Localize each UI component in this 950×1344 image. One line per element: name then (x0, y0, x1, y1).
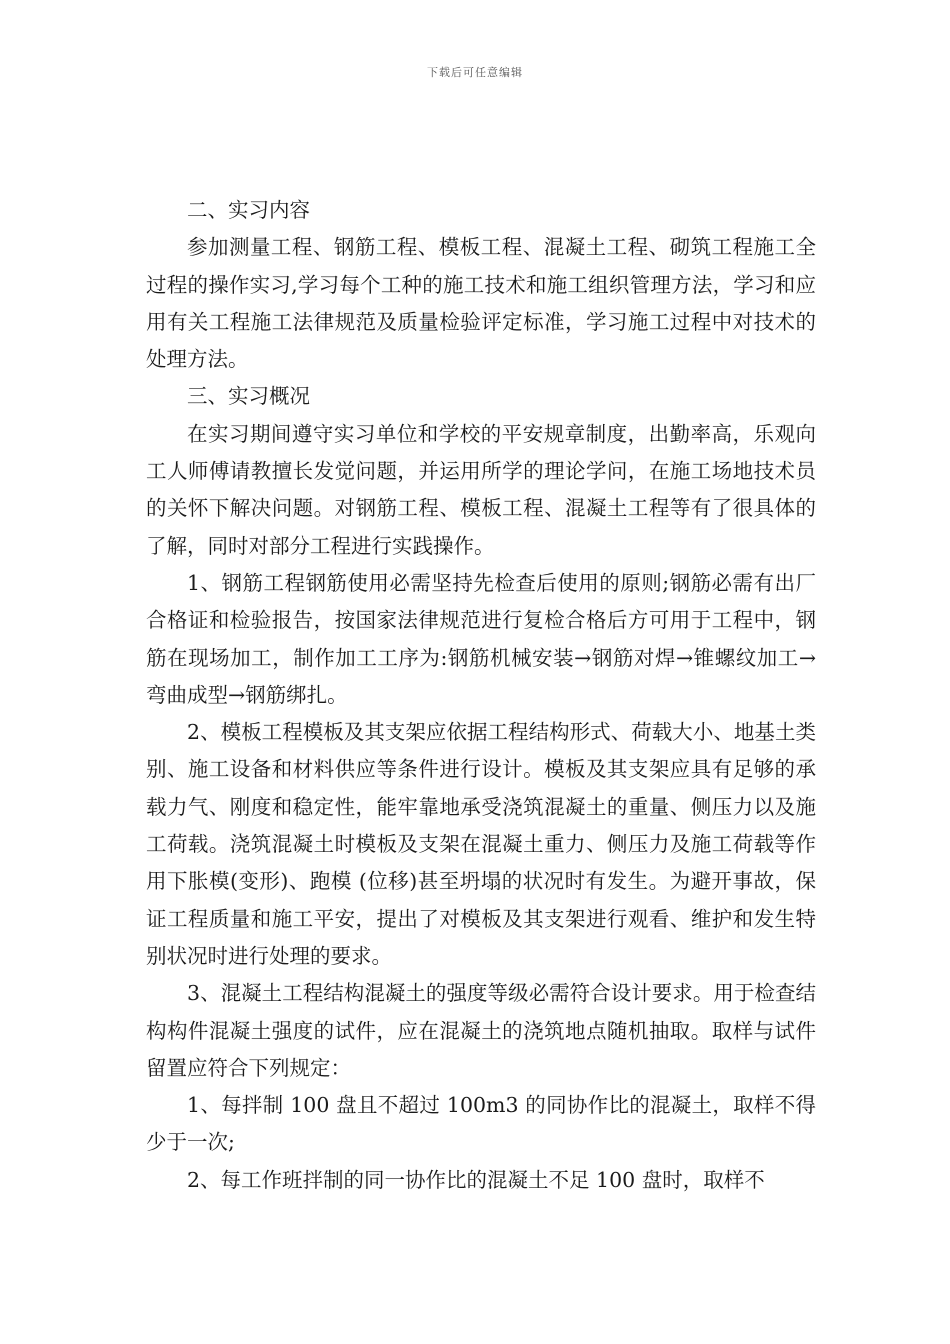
paragraph: 在实习期间遵守实习单位和学校的平安规章制度，出勤率高，乐观向工人师傅请教擅长发觉问题，并运用所学的理论学问，在施工场地技术员的关怀下解决问题。对钢筋工程、模板工程、混凝土工程等有了很具体的了解，同时对部分工程进行实践操作。 (146, 421, 816, 558)
paragraph-formwork: 2、模板工程模板及其支架应依据工程结构形式、荷载大小、地基土类别、施工设备和材料供应等条件进行设计。模板及其支架应具有足够的承载力气、刚度和稳定性，能牢靠地承受浇筑混凝土的重量、侧压力以及施工荷载。浇筑混凝土时模板及支架在混凝土重力、侧压力及施工荷载等作用下胀模(变形)、跑模 (位移)甚至坍塌的状况时有发生。为避开事故，保证工程质量和施工平安，提出了对模板及其支架进行观看、维护和发生特别状况时进行处理的要求。 (146, 720, 816, 968)
section-heading-internship-content: 二、实习内容 (187, 198, 310, 222)
section-heading-internship-overview: 三、实习概况 (187, 384, 310, 409)
paragraph-rebar: 1、钢筋工程钢筋使用必需坚持先检查后使用的原则;钢筋必需有出厂合格证和检验报告，按国家法律规范进行复检合格后方可用于工程中，钢筋在现场加工，制作加工工序为:钢筋机械安装→钢筋对焊→锥螺纹加工→弯曲成型→钢筋绑扎。 (146, 570, 816, 707)
paragraph-concrete: 3、混凝土工程结构混凝土的强度等级必需符合设计要求。用于检查结构构件混凝土强度的试件，应在混凝土的浇筑地点随机抽取。取样与试件留置应符合下列规定： (146, 981, 816, 1080)
paragraph: 参加测量工程、钢筋工程、模板工程、混凝土工程、砌筑工程施工全过程的操作实习,学习每个工种的施工技术和施工组织管理方法，学习和应用有关工程施工法律规范及质量检验评定标准，学习施工过程中对技术的处理方法。 (146, 235, 816, 372)
document-body (146, 192, 816, 1199)
list-item-sampling-1: 1、每拌制 100 盘且不超过 100m3 的同协作比的混凝土，取样不得少于一次; (146, 1093, 816, 1155)
list-item-sampling-2: 2、每工作班拌制的同一协作比的混凝土不足 100 盘时，取样不 (187, 1167, 765, 1192)
page-header: 下载后可任意编辑 (427, 66, 523, 79)
